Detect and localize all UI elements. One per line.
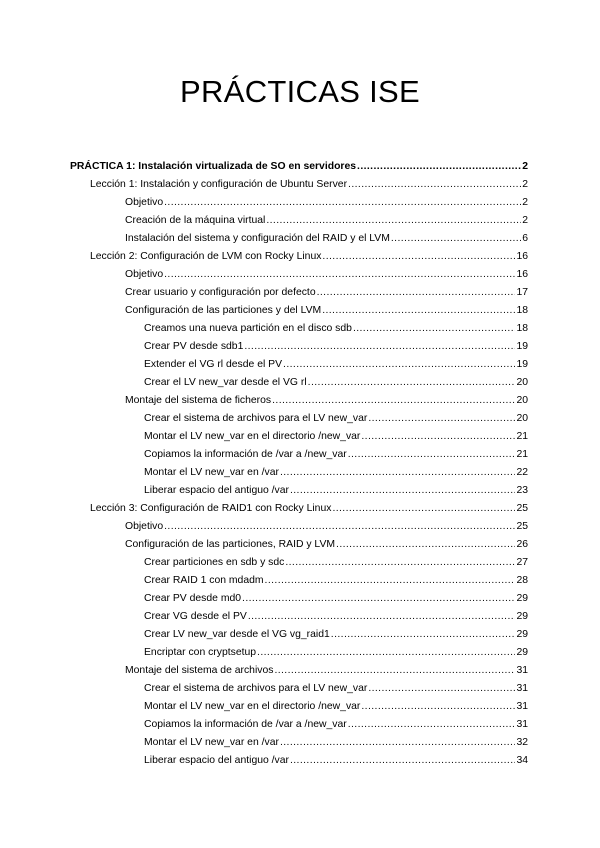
toc-entry[interactable] [70, 482, 528, 500]
toc-dot-leader [290, 752, 515, 770]
toc-entry[interactable] [70, 284, 528, 302]
toc-entry-page-number: 6 [522, 233, 528, 244]
toc-entry[interactable] [70, 428, 528, 446]
toc-entry-label: Montar el LV new_var en el directorio /new_var [144, 431, 361, 442]
toc-dot-leader [272, 392, 515, 410]
toc-entry-label: Crear RAID 1 con mdadm [144, 575, 264, 586]
toc-entry-page-number: 21 [516, 431, 528, 442]
toc-dot-leader [248, 608, 516, 626]
toc-entry-label: Crear PV desde sdb1 [144, 341, 244, 352]
toc-entry-label: Crear usuario y configuración por defecto [125, 287, 316, 298]
toc-dot-leader [348, 716, 516, 734]
toc-entry[interactable] [70, 320, 528, 338]
toc-entry-page-number: 23 [516, 485, 528, 496]
toc-entry-label: Crear particiones en sdb y sdc [144, 557, 285, 568]
toc-entry[interactable] [70, 662, 528, 680]
toc-entry-label: Extender el VG rl desde el PV [144, 359, 283, 370]
toc-entry-page-number: 19 [516, 341, 528, 352]
toc-entry-label: Copiamos la información de /var a /new_var [144, 719, 347, 730]
toc-entry-label: Montaje del sistema de archivos [125, 665, 274, 676]
toc-entry-label: Crear LV new_var desde el VG vg_raid1 [144, 629, 330, 640]
toc-entry[interactable] [70, 572, 528, 590]
toc-entry-page-number: 28 [516, 575, 528, 586]
toc-dot-leader [274, 662, 515, 680]
toc-entry-page-number: 31 [516, 719, 528, 730]
toc-dot-leader [332, 500, 515, 518]
toc-entry[interactable] [70, 626, 528, 644]
toc-dot-leader [290, 482, 515, 500]
toc-entry[interactable] [70, 374, 528, 392]
toc-entry[interactable] [70, 734, 528, 752]
toc-dot-leader [265, 572, 516, 590]
toc-entry-page-number: 18 [516, 323, 528, 334]
toc-dot-leader [348, 176, 521, 194]
toc-entry-page-number: 25 [516, 503, 528, 514]
toc-entry-label: Copiamos la información de /var a /new_var [144, 449, 347, 460]
toc-dot-leader [164, 266, 515, 284]
toc-entry[interactable] [70, 716, 528, 734]
toc-dot-leader [391, 230, 521, 248]
toc-entry-page-number: 29 [516, 593, 528, 604]
toc-entry[interactable] [70, 464, 528, 482]
toc-dot-leader [280, 464, 515, 482]
toc-entry-page-number: 29 [516, 629, 528, 640]
toc-entry[interactable] [70, 176, 528, 194]
toc-entry-page-number: 31 [516, 665, 528, 676]
toc-entry-page-number: 2 [522, 161, 528, 172]
toc-entry-label: PRÁCTICA 1: Instalación virtualizada de SO en servidores [70, 161, 357, 172]
toc-dot-leader [164, 518, 515, 536]
toc-entry-page-number: 22 [516, 467, 528, 478]
toc-entry[interactable] [70, 212, 528, 230]
toc-entry-page-number: 2 [522, 215, 528, 226]
toc-entry-page-number: 20 [516, 377, 528, 388]
toc-entry-label: Crear el sistema de archivos para el LV new_var [144, 683, 368, 694]
toc-entry-label: Creación de la máquina virtual [125, 215, 266, 226]
toc-entry-page-number: 20 [516, 413, 528, 424]
toc-entry-page-number: 27 [516, 557, 528, 568]
toc-entry[interactable] [70, 158, 528, 176]
toc-entry[interactable] [70, 248, 528, 266]
toc-entry-page-number: 17 [516, 287, 528, 298]
toc-entry-label: Lección 2: Configuración de LVM con Rocky Linux [90, 251, 322, 262]
toc-dot-leader [242, 590, 515, 608]
toc-entry[interactable] [70, 644, 528, 662]
toc-entry[interactable] [70, 338, 528, 356]
toc-entry-page-number: 2 [522, 179, 528, 190]
toc-entry-label: Montar el LV new_var en /var [144, 467, 279, 478]
document-title: PRÁCTICAS ISE [180, 74, 420, 109]
toc-entry-label: Encriptar con cryptsetup [144, 647, 257, 658]
toc-entry-page-number: 18 [516, 305, 528, 316]
toc-entry-label: Configuración de las particiones, RAID y LVM [125, 539, 336, 550]
toc-dot-leader [368, 410, 515, 428]
toc-entry-label: Lección 3: Configuración de RAID1 con Rocky Linux [90, 503, 332, 514]
toc-dot-leader [322, 302, 515, 320]
toc-dot-leader [361, 698, 515, 716]
toc-entry-label: Creamos una nueva partición en el disco sdb [144, 323, 352, 334]
toc-entry[interactable] [70, 446, 528, 464]
toc-entry-label: Crear el LV new_var desde el VG rl [144, 377, 307, 388]
toc-entry[interactable] [70, 302, 528, 320]
toc-entry-label: Montar el LV new_var en /var [144, 737, 279, 748]
toc-entry[interactable] [70, 698, 528, 716]
toc-entry-label: Montaje del sistema de ficheros [125, 395, 272, 406]
toc-entry[interactable] [70, 752, 528, 770]
toc-entry[interactable] [70, 500, 528, 518]
toc-dot-leader [257, 644, 515, 662]
toc-entry[interactable] [70, 554, 528, 572]
toc-entry-page-number: 16 [516, 251, 528, 262]
toc-entry-label: Crear PV desde md0 [144, 593, 242, 604]
toc-entry-page-number: 19 [516, 359, 528, 370]
toc-dot-leader [317, 284, 516, 302]
toc-entry-page-number: 16 [516, 269, 528, 280]
toc-entry[interactable] [70, 608, 528, 626]
toc-entry-page-number: 2 [522, 197, 528, 208]
toc-entry[interactable] [70, 266, 528, 284]
toc-entry[interactable] [70, 518, 528, 536]
toc-dot-leader [331, 626, 516, 644]
toc-entry[interactable] [70, 230, 528, 248]
toc-entry-label: Objetivo [125, 521, 164, 532]
toc-dot-leader [348, 446, 516, 464]
toc-entry-label: Objetivo [125, 269, 164, 280]
toc-entry-label: Configuración de las particiones y del LVM [125, 305, 322, 316]
toc-entry[interactable] [70, 356, 528, 374]
toc-entry-page-number: 26 [516, 539, 528, 550]
toc-dot-leader [280, 734, 515, 752]
toc-entry-page-number: 29 [516, 611, 528, 622]
table-of-contents [70, 158, 528, 770]
toc-entry[interactable] [70, 410, 528, 428]
toc-entry-page-number: 32 [516, 737, 528, 748]
toc-dot-leader [357, 158, 521, 176]
toc-dot-leader [322, 248, 515, 266]
toc-dot-leader [308, 374, 516, 392]
toc-dot-leader [353, 320, 516, 338]
toc-entry-label: Lección 1: Instalación y configuración de Ubuntu Server [90, 179, 348, 190]
toc-entry[interactable] [70, 194, 528, 212]
toc-entry-page-number: 25 [516, 521, 528, 532]
toc-entry-label: Montar el LV new_var en el directorio /new_var [144, 701, 361, 712]
toc-dot-leader [368, 680, 515, 698]
toc-entry[interactable] [70, 680, 528, 698]
toc-dot-leader [285, 554, 515, 572]
toc-entry-page-number: 29 [516, 647, 528, 658]
toc-entry-label: Liberar espacio del antiguo /var [144, 755, 289, 766]
toc-entry-page-number: 31 [516, 701, 528, 712]
toc-dot-leader [336, 536, 515, 554]
toc-entry-page-number: 21 [516, 449, 528, 460]
toc-entry-page-number: 20 [516, 395, 528, 406]
toc-entry[interactable] [70, 590, 528, 608]
toc-entry[interactable] [70, 536, 528, 554]
toc-dot-leader [266, 212, 521, 230]
toc-entry-label: Objetivo [125, 197, 164, 208]
toc-dot-leader [283, 356, 515, 374]
toc-dot-leader [164, 194, 521, 212]
toc-entry-page-number: 31 [516, 683, 528, 694]
toc-entry-label: Crear VG desde el PV [144, 611, 247, 622]
toc-entry-label: Liberar espacio del antiguo /var [144, 485, 289, 496]
toc-dot-leader [244, 338, 515, 356]
toc-entry-label: Crear el sistema de archivos para el LV new_var [144, 413, 368, 424]
toc-entry-label: Instalación del sistema y configuración del RAID y el LVM [125, 233, 390, 244]
toc-entry-page-number: 34 [516, 755, 528, 766]
toc-dot-leader [361, 428, 515, 446]
toc-entry[interactable] [70, 392, 528, 410]
